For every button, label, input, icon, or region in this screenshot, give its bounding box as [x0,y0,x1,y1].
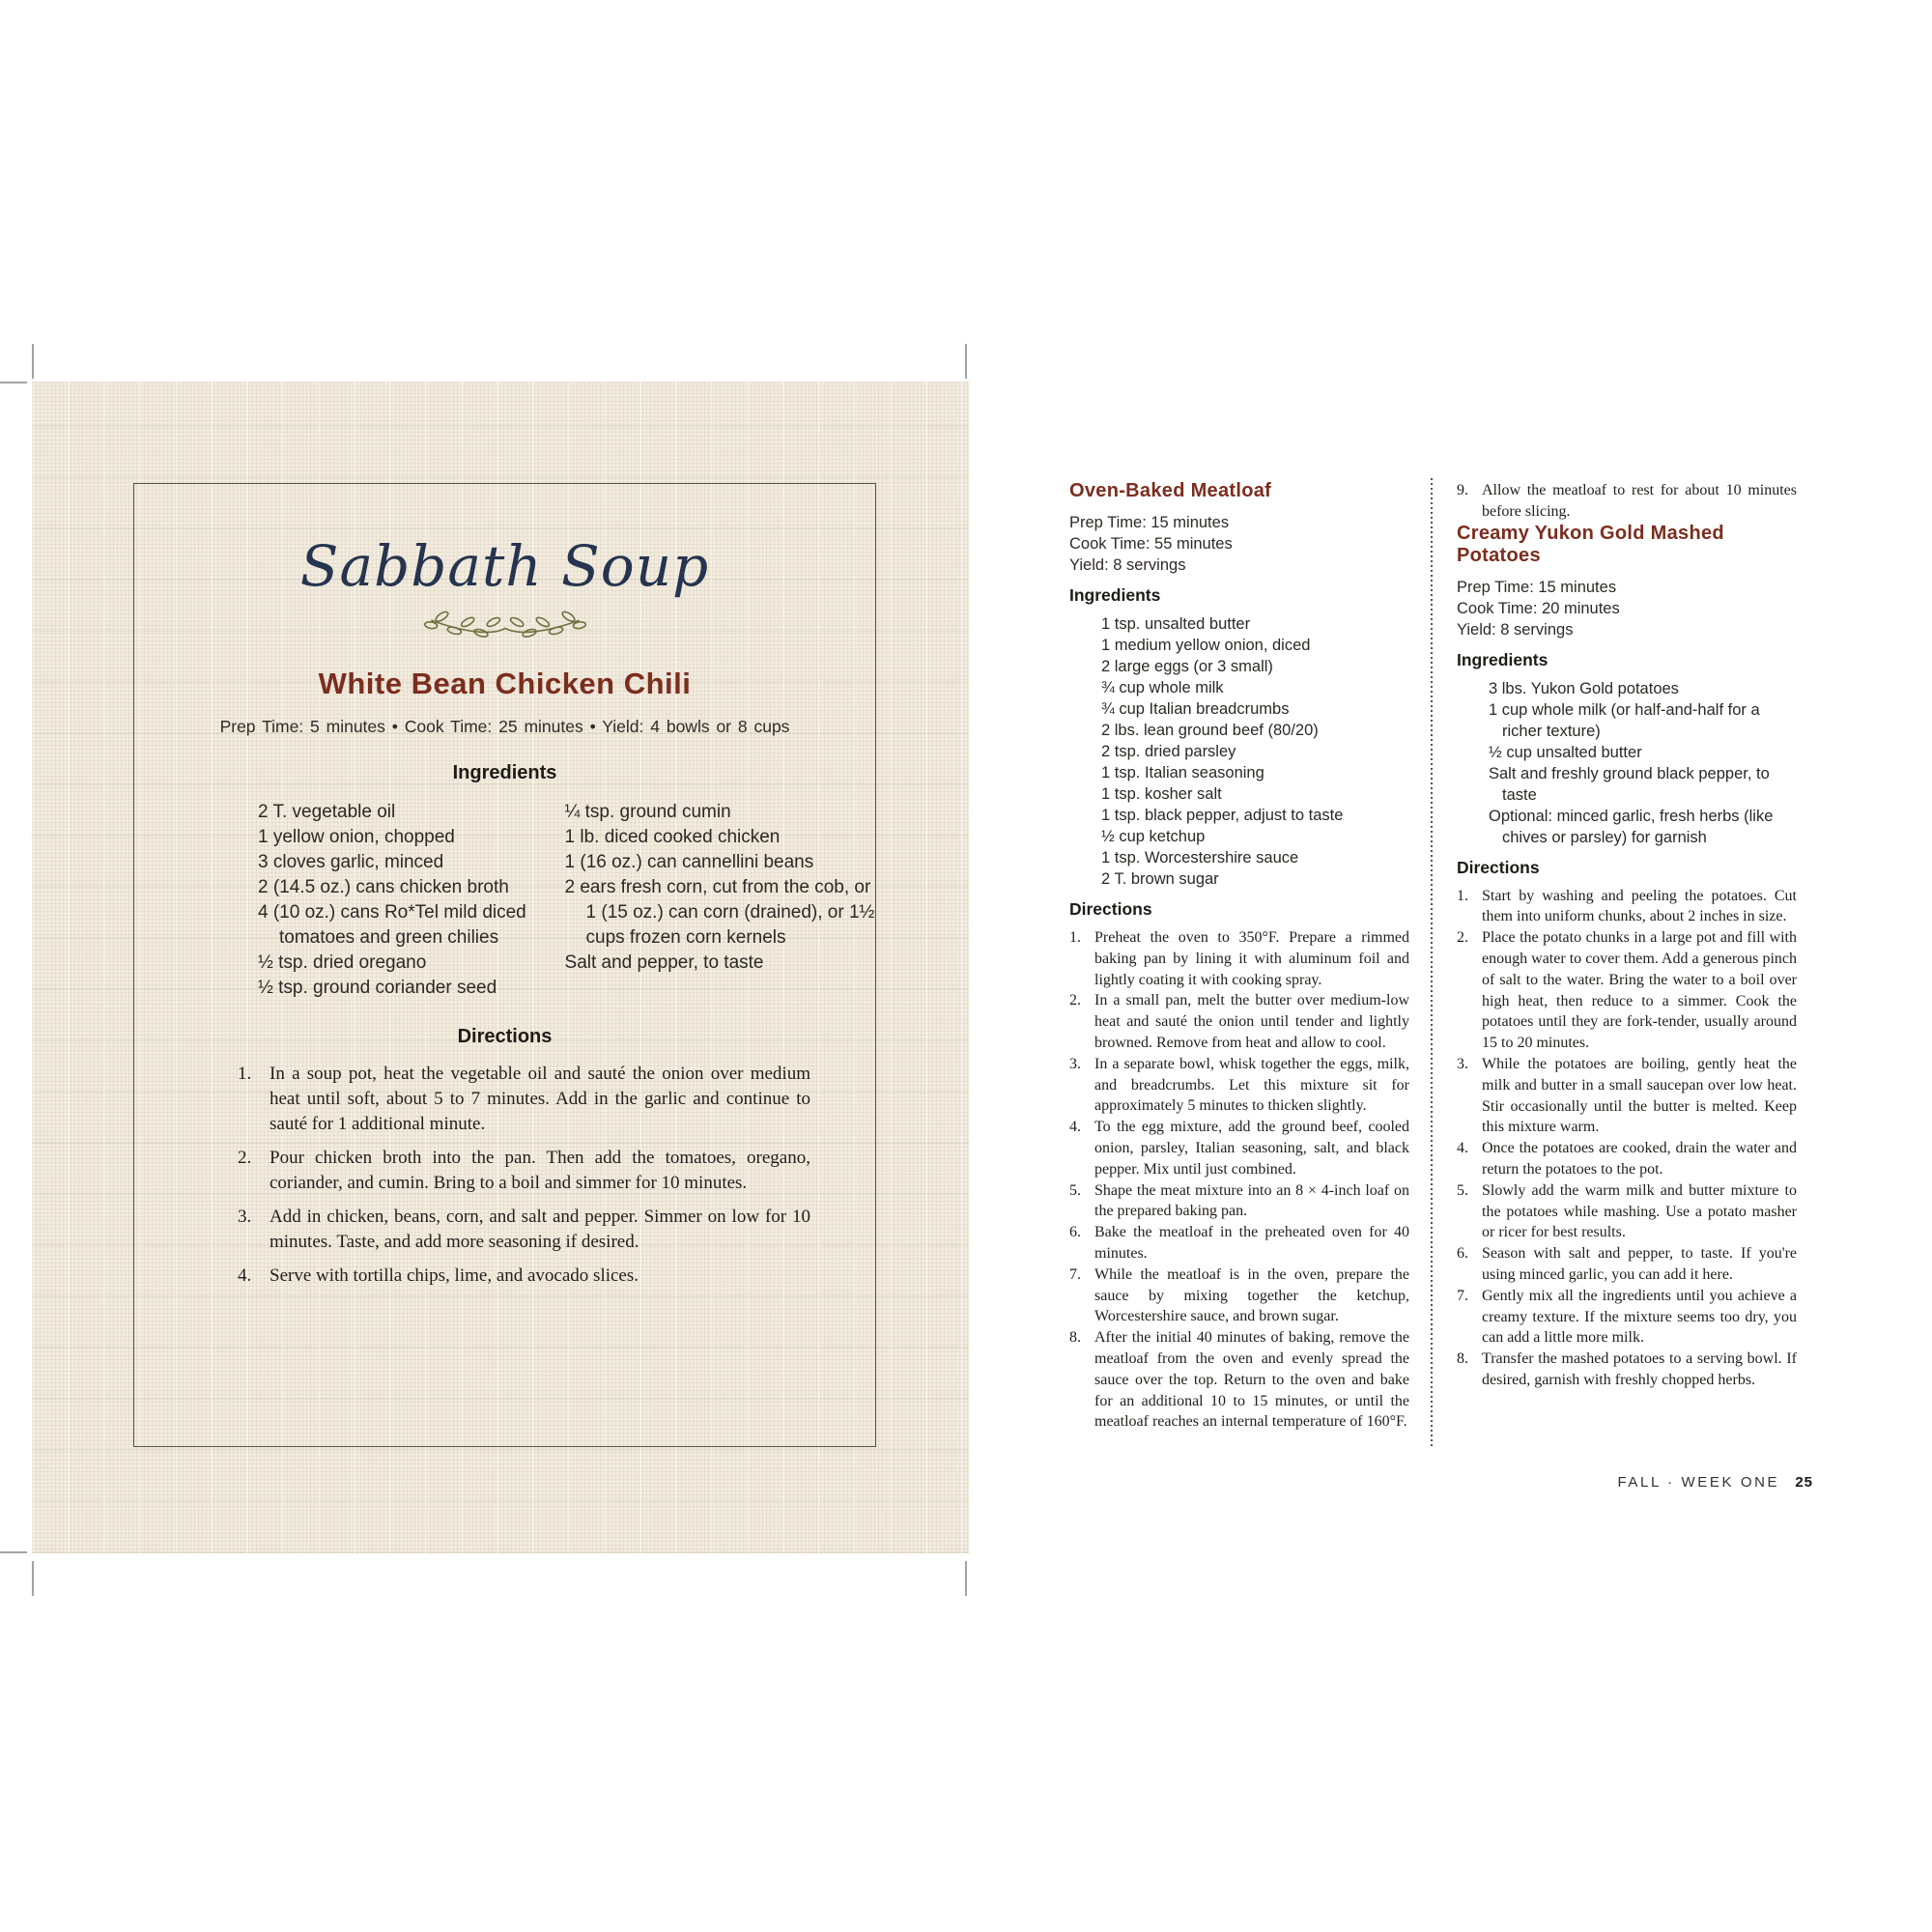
ingredient-item: 1 tsp. black pepper, adjust to taste [1101,807,1344,824]
ingredient-item: 2 T. brown sugar [1101,870,1219,888]
footer-page-number: 25 [1795,1474,1813,1491]
chili-directions [238,1062,810,1289]
recipe-title-meatloaf: Oven-Baked Meatloaf [1069,480,1272,501]
direction-step: Preheat the oven to 350°F. Prepare a rimmed baking pan by lining it with aluminum foil and lightly coating it with cooking spray. [1094,929,1409,988]
ingredient-item: Salt and pepper, to taste [564,952,764,973]
recipe-title-chili: White Bean Chicken Chili [318,666,692,700]
direction-step: Pour chicken broth into the pan. Then add the tomatoes, oregano, coriander, and cumin. Bring to a boil and simmer for 10 minutes. [270,1147,810,1193]
ingredient-item: ½ tsp. dried oregano [258,952,427,973]
crop-mark-top-left-h [0,382,27,384]
meatloaf-directions-continued [1457,480,1797,523]
prep-time: Prep Time: 15 minutes [1069,514,1230,531]
cook-time: Cook Time: 55 minutes [1069,535,1233,553]
direction-step: While the potatoes are boiling, gently heat the milk and butter in a small saucepan over low heat. Stir occasionally until the butter is melted. Keep this mixture warm. [1482,1055,1797,1136]
directions-heading-chili: Directions [457,1025,553,1047]
direction-step: Place the potato chunks in a large pot and fill with enough water to cover them. Add a generous pinch of salt to the water. Bring the water to a boil over high heat, then reduce to a simmer. Cook the potatoes until they are fork-tender, usually around 15 to 20 minutes. [1482,929,1797,1052]
direction-step: Start by washing and peeling the potatoes. Cut them into uniform chunks, about 2 inches in size. [1482,887,1797,925]
crop-mark-top-left-v [32,344,34,379]
ingredient-item: 4 (10 oz.) cans Ro*Tel mild diced tomatoes and green chilies [258,901,526,948]
recipe-meta-chili: Prep Time: 5 minutes • Cook Time: 25 minutes • Yield: 4 bowls or 8 cups [219,716,790,736]
recipe-meta-potatoes [1457,577,1797,640]
ingredient-item: 2 ears fresh corn, cut from the cob, or 1 (15 oz.) can corn (drained), or 1½ cups frozen corn kernels [564,876,875,948]
ingredient-item: Optional: minced garlic, fresh herbs (like chives or parsley) for garnish [1489,807,1774,846]
ingredient-item: 3 lbs. Yukon Gold potatoes [1489,679,1679,697]
potatoes-ingredients [1457,678,1797,848]
ingredient-item: 1 yellow onion, chopped [258,826,455,847]
direction-step: Slowly add the warm milk and butter mixture to the potatoes while mashing. Use a potato masher or ricer for best results. [1482,1181,1797,1241]
ingredient-item: 2 tsp. dried parsley [1101,743,1236,760]
laurel-branch-icon [419,605,591,647]
footer-section-label: FALL · WEEK ONE [1617,1474,1780,1491]
ingredient-item: ½ cup ketchup [1101,828,1206,845]
ingredient-item: ½ cup unsalted butter [1489,743,1642,761]
direction-step: Allow the meatloaf to rest for about 10 minutes before slicing. [1482,482,1797,520]
ingredient-item: 1 tsp. Worcestershire sauce [1101,849,1299,867]
left-page [32,382,969,1553]
direction-step: To the egg mixture, add the ground beef, cooled onion, parsley, Italian seasoning, salt, and black pepper. Mix until just combined. [1094,1119,1409,1178]
direction-step: In a separate bowl, whisk together the eggs, milk, and breadcrumbs. Let this mixture sit for approximately 5 minutes to thicken slightly. [1094,1055,1409,1115]
yield: Yield: 8 servings [1457,620,1574,639]
potatoes-directions [1457,886,1797,1391]
chili-ingredients-column-2 [565,800,875,1001]
column-divider-dotted [1431,478,1433,1447]
chili-ingredients [258,800,875,1001]
ingredient-item: 2 lbs. lean ground beef (80/20) [1101,722,1319,739]
direction-step: Bake the meatloaf in the preheated oven for 40 minutes. [1094,1224,1409,1262]
ingredient-item: 1 tsp. unsalted butter [1101,615,1251,633]
ingredient-item: 1 tsp. Italian seasoning [1101,764,1264,781]
recipe-meta-meatloaf [1069,512,1409,576]
ingredient-item: Salt and freshly ground black pepper, to taste [1489,764,1770,804]
cook-time: Cook Time: 20 minutes [1457,599,1620,617]
ingredients-heading-potatoes: Ingredients [1457,649,1548,669]
meatloaf-directions [1069,927,1409,1433]
direction-step: After the initial 40 minutes of baking, remove the meatloaf from the oven and evenly spread the sauce over the top. Return to the oven and bake for an additional 10 to 15 minutes, or until the meatloaf reaches an internal temperature of 160°F. [1094,1329,1409,1431]
page-footer [1449,1474,1813,1491]
ingredient-item: 2 (14.5 oz.) cans chicken broth [258,876,509,897]
directions-heading-meatloaf: Directions [1069,899,1152,919]
prep-time: Prep Time: 15 minutes [1457,578,1617,596]
book-section-title: Sabbath Soup [299,533,710,599]
meatloaf-ingredients [1069,613,1409,890]
ingredient-item: 3 cloves garlic, minced [258,851,444,872]
directions-heading-potatoes: Directions [1457,857,1540,877]
direction-step: Season with salt and pepper, to taste. If you're using minced garlic, you can add it here. [1482,1245,1797,1283]
chili-ingredients-column-1 [258,800,548,1001]
direction-step: Gently mix all the ingredients until you achieve a creamy texture. If the mixture seems too dry, you can add a little more milk. [1482,1287,1797,1347]
ingredients-heading-chili: Ingredients [452,761,557,783]
meatloaf-column [1069,480,1409,1433]
ingredient-item: ½ tsp. ground coriander seed [258,977,497,998]
ingredient-item: 2 T. vegetable oil [258,801,396,822]
crop-mark-bottom-left-v [32,1561,34,1596]
ingredient-item: 1 cup whole milk (or half-and-half for a richer texture) [1489,700,1760,740]
page-frame-border [133,483,876,1447]
ingredient-item: ¼ tsp. ground cumin [564,801,731,822]
direction-step: In a small pan, melt the butter over medium-low heat and sauté the onion until tender and lightly browned. Remove from heat and allow to cool. [1094,992,1409,1051]
direction-step: Transfer the mashed potatoes to a serving bowl. If desired, garnish with freshly chopped herbs. [1482,1350,1797,1388]
ingredient-item: 1 tsp. kosher salt [1101,785,1222,803]
direction-step: Shape the meat mixture into an 8 × 4-inch loaf on the prepared baking pan. [1094,1181,1409,1220]
direction-step: In a soup pot, heat the vegetable oil and sauté the onion over medium heat until soft, about 5 to 7 minutes. Add in the garlic and continue to sauté for 1 additional minute. [270,1063,810,1134]
ingredient-item: 1 medium yellow onion, diced [1101,637,1311,654]
ingredient-item: 1 lb. diced cooked chicken [564,826,781,847]
crop-mark-bottom-right-v [965,1561,967,1596]
yield: Yield: 8 servings [1069,556,1186,574]
crop-mark-bottom-left-h [0,1551,27,1553]
direction-step: Once the potatoes are cooked, drain the water and return the potatoes to the pot. [1482,1140,1797,1178]
potatoes-column [1457,480,1797,1391]
ingredient-item: ¾ cup whole milk [1101,679,1224,696]
ingredient-item: ¾ cup Italian breadcrumbs [1101,700,1290,718]
ingredient-item: 1 (16 oz.) can cannellini beans [564,851,814,872]
direction-step: While the meatloaf is in the oven, prepare the sauce by mixing together the ketchup, Worcestershire sauce, and brown sugar. [1094,1265,1409,1325]
direction-step: Serve with tortilla chips, lime, and avocado slices. [270,1264,639,1286]
direction-step: Add in chicken, beans, corn, and salt and pepper. Simmer on low for 10 minutes. Taste, and add more seasoning if desired. [270,1206,810,1252]
ingredient-item: 2 large eggs (or 3 small) [1101,658,1273,675]
crop-mark-top-right-v [965,344,967,379]
recipe-title-potatoes: Creamy Yukon Gold Mashed Potatoes [1457,522,1724,566]
ingredients-heading-meatloaf: Ingredients [1069,585,1161,605]
